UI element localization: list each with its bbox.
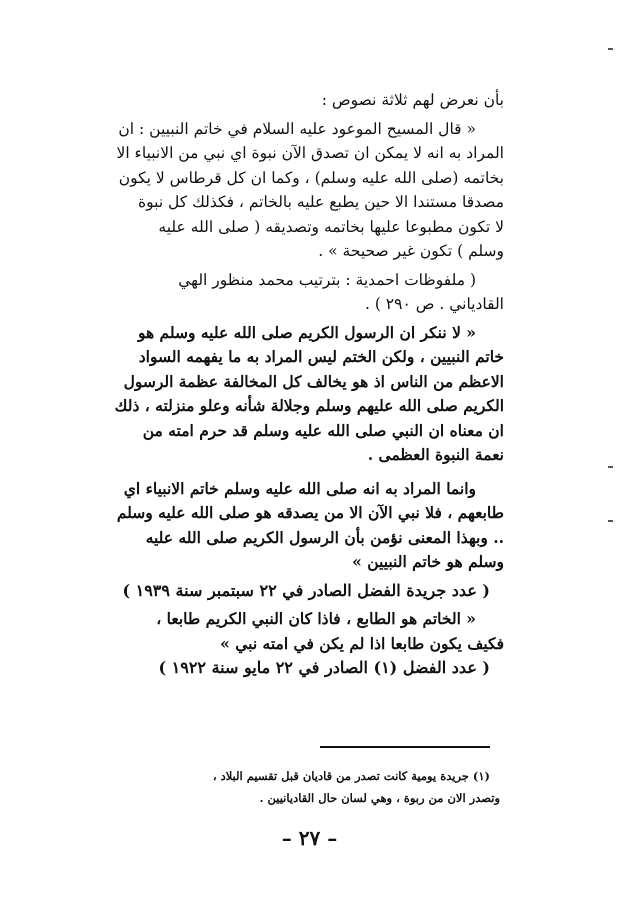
text-line: وانما المراد به انه صلى الله عليه وسلم خاتم الانبياء اي (123, 478, 476, 498)
text-line: .. وبهذا المعنى نؤمن بأن الرسول الكريم صلى الله عليه (145, 527, 504, 547)
margin-mark (608, 520, 613, 522)
text-line: وسلم هو خاتم النبيين » (352, 552, 504, 571)
quote-3 (64, 607, 504, 656)
text-line: « قال المسيح الموعود عليه السلام في خاتم النبيين : ان (118, 119, 476, 138)
text-line: « الخاتم هو الطابع ، فاذا كان النبي الكريم طابعا ، (156, 609, 476, 628)
text-line: مصدقا مستندا الا حين يطبع عليه بالخاتم ، فكذلك كل نبوة (138, 193, 504, 211)
text-line: ( ملفوظات احمدية : بترتيب محمد منظور الهي (178, 270, 476, 289)
text-line: المراد به انه لا يمكن ان تصدق الآن نبوة اي نبي من الانبياء الا (116, 144, 504, 162)
margin-mark (608, 48, 613, 50)
footnote-line: وتصدر الان من ربوة ، وهي لسان حال القاديانيين . (259, 791, 500, 805)
text-line: لا تكون مطبوعا عليها بخاتمه وتصديقه ( صلى الله عليه (158, 217, 504, 236)
text-line: ( عدد جريدة الفضل الصادر في ٢٢ سبتمبر سنة ١٩٣٩ ) (122, 580, 490, 600)
reference-3 (64, 656, 504, 681)
reference-2 (64, 579, 504, 604)
text-line: « لا ننكر ان الرسول الكريم صلى الله عليه وسلم هو (137, 322, 476, 342)
footnote (60, 765, 500, 809)
quote-1 (64, 117, 504, 264)
quote-2-continued (64, 477, 504, 575)
text-line: خاتم النبيين ، ولكن الختم ليس المراد به ما يفهمه السواد (138, 347, 504, 366)
footnote-line: (١) جريدة يومية كانت تصدر من قاديان قبل تقسيم البلاد ، (212, 769, 490, 783)
text-line: ان معناه ان النبي صلى الله عليه وسلم قد حرم امته من (142, 420, 504, 440)
page-number: – ٢٧ – (281, 826, 338, 850)
text-line: بخاتمه (صلى الله عليه وسلم) ، وكما ان كل قرطاس لا يكون (118, 168, 504, 187)
text-line: طابعهم ، فلا نبي الآن الا من يصدقه هو صلى الله عليه وسلم (116, 503, 504, 522)
text-line: الاعظم من الناس اذ هو يخالف كل المخالفة عظمة الرسول (123, 371, 504, 391)
reference-1 (64, 268, 504, 317)
text-line: وسلم ) تكون غير صحيحة » . (318, 242, 504, 260)
footnote-divider (320, 746, 490, 748)
text-line: الكريم صلى الله عليهم وسلم وجلالة شأنه وعلو منزلته ، ذلك (114, 396, 504, 415)
text-line: فكيف يكون طابعا اذا لم يكن في امته نبي » (220, 633, 504, 653)
text-line: ( عدد الفضل (١) الصادر في ٢٢ مايو سنة ١٩٢٢ ) (158, 658, 490, 677)
page-body (64, 88, 504, 681)
quote-2 (64, 321, 504, 468)
text-line: القادياني . ص ٢٩٠ ) . (364, 295, 504, 313)
margin-mark (608, 466, 613, 468)
intro-line: بأن نعرض لهم ثلاثة نصوص : (321, 91, 504, 109)
text-line: نعمة النبوة العظمى . (367, 445, 504, 464)
